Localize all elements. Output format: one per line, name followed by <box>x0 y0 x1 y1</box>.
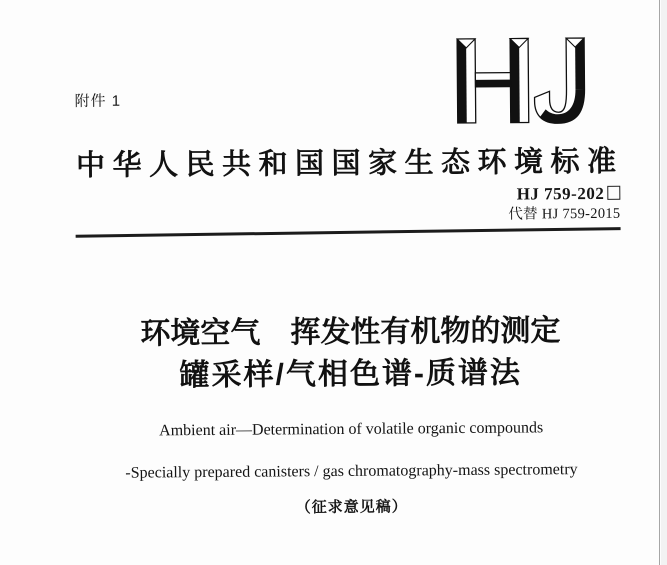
standard-number-block <box>508 185 620 224</box>
national-standard-title: 中华人民共和国国家生态环境标准 <box>75 145 624 183</box>
english-title-line1: Ambient air—Determination of volatile organic compounds <box>159 419 544 440</box>
standard-number <box>508 185 620 205</box>
year-placeholder-box <box>607 186 620 200</box>
chinese-title-line2: 罐采样/气相色谱-质谱法 <box>179 356 523 393</box>
scan-edge-shade <box>661 0 667 565</box>
draft-note: （征求意见稿） <box>295 498 408 517</box>
hj-logo <box>456 37 586 125</box>
standard-number-text: HJ 759-202 <box>516 183 605 204</box>
replaces-label: 代替 HJ 759-2015 <box>508 205 621 223</box>
english-title-line2: -Specially prepared canisters / gas chromatography-mass spectrometry <box>125 461 578 482</box>
attachment-label: 附件 1 <box>74 92 122 111</box>
hj-logo-icon <box>456 37 586 125</box>
header-rule <box>76 227 621 237</box>
chinese-title-line1: 环境空气 挥发性有机物的测定 <box>140 314 561 351</box>
